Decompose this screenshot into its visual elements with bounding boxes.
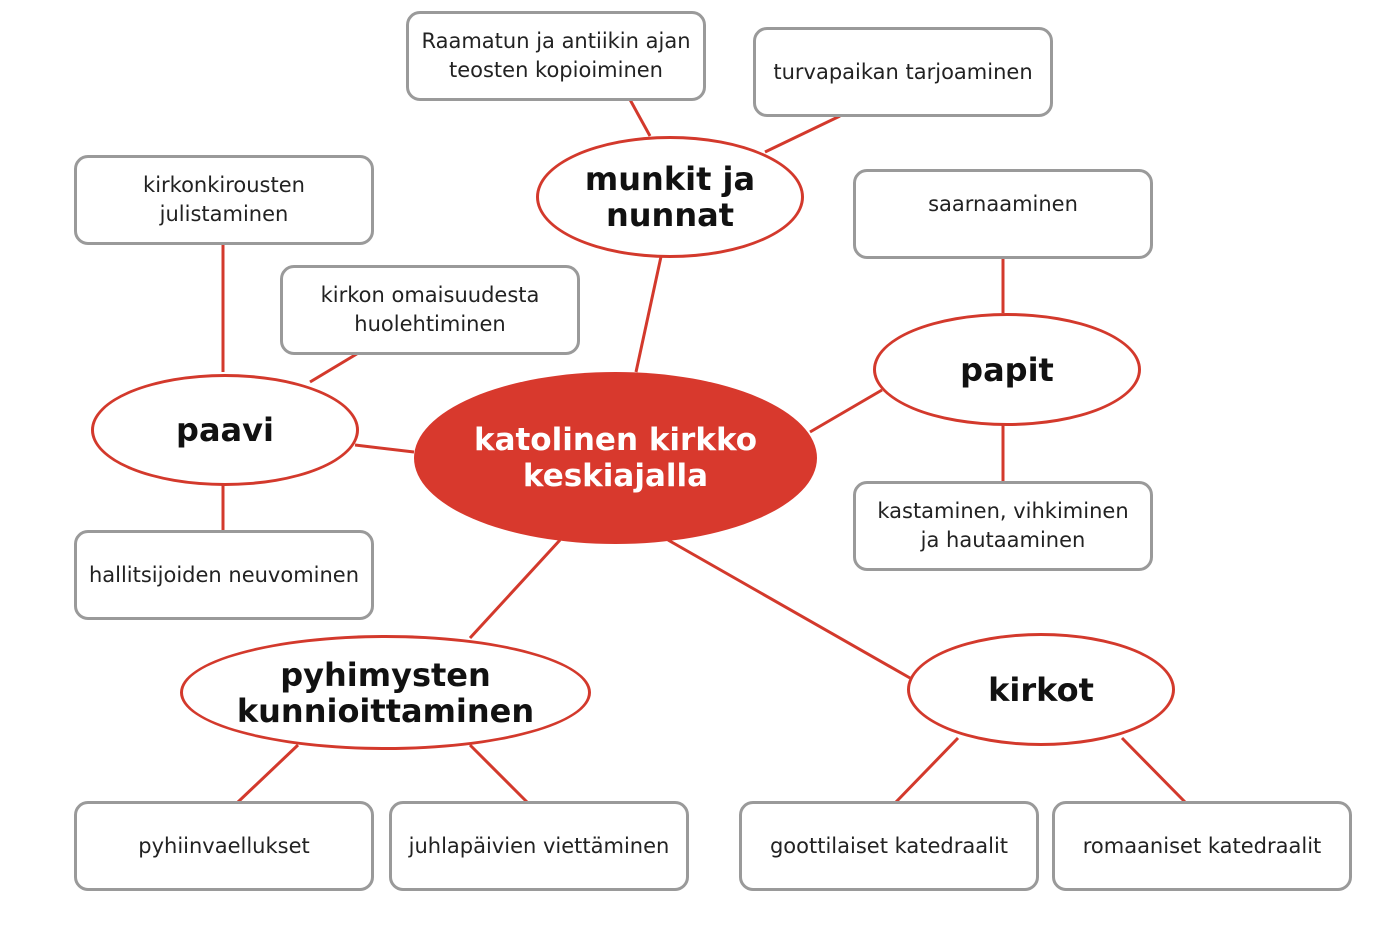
node-label: romaaniset katedraalit — [1082, 833, 1322, 858]
node-munkit-ja-nunnat — [536, 136, 804, 258]
node-kastaminen — [853, 481, 1153, 571]
node-label: kirkon omaisuudesta huolehtiminen — [320, 283, 540, 336]
node-pyhiinvaellukset — [74, 801, 374, 891]
node-paavi — [91, 374, 359, 486]
connector-pyhimysten-pyhiinvaellukset — [238, 745, 298, 802]
node-label: kirkonkirousten julistaminen — [143, 173, 305, 226]
node-raamatun-kopioiminen — [406, 11, 706, 101]
connector-paavi-omaisuudesta — [310, 352, 360, 382]
node-label: goottilaiset katedraalit — [769, 833, 1009, 858]
connector-center-papit — [810, 390, 882, 432]
node-romaaniset-katedraalit — [1052, 801, 1352, 891]
node-saarnaaminen — [853, 169, 1153, 259]
connector-kirkot-romaaniset — [1122, 738, 1185, 802]
node-label: pyhiinvaellukset — [138, 833, 310, 858]
connector-munkit-turvapaikan — [765, 116, 840, 152]
node-label: saarnaaminen — [928, 191, 1078, 216]
node-omaisuudesta-huolehtiminen — [280, 265, 580, 355]
node-kirkonkirousten-julistaminen — [74, 155, 374, 245]
connector-munkit-raamatun — [628, 96, 650, 136]
node-label: papit — [960, 350, 1054, 389]
node-goottilaiset-katedraalit — [739, 801, 1039, 891]
node-pyhimysten-kunnioittaminen — [180, 635, 591, 750]
connector-pyhimysten-juhlapaivien — [470, 745, 527, 802]
node-juhlapaivien-viettaminen — [389, 801, 689, 891]
node-label: pyhimysten kunnioittaminen — [236, 655, 535, 730]
node-hallitsijoiden-neuvominen — [74, 530, 374, 620]
connector-center-paavi — [355, 445, 414, 452]
node-label: Raamatun ja antiikin ajan teosten kopioiminen — [421, 29, 691, 82]
node-katolinen-kirkko-keskiajalla — [414, 372, 817, 544]
node-turvapaikan-tarjoaminen — [753, 27, 1053, 117]
node-label: juhlapäivien viettäminen — [408, 833, 670, 858]
node-label: hallitsijoiden neuvominen — [88, 562, 360, 587]
node-label: munkit ja nunnat — [584, 160, 756, 234]
connector-center-munkit — [636, 252, 662, 372]
center-label: katolinen kirkko keskiajalla — [473, 422, 758, 494]
node-kirkot — [907, 633, 1175, 746]
node-label: kastaminen, vihkiminen ja hautaaminen — [877, 499, 1129, 552]
node-label: paavi — [176, 411, 274, 449]
connector-center-pyhimysten — [470, 540, 560, 638]
node-label: turvapaikan tarjoaminen — [773, 59, 1033, 84]
node-label: kirkot — [988, 670, 1094, 709]
node-papit — [873, 313, 1141, 426]
connector-kirkot-goottilaiset — [896, 738, 958, 802]
